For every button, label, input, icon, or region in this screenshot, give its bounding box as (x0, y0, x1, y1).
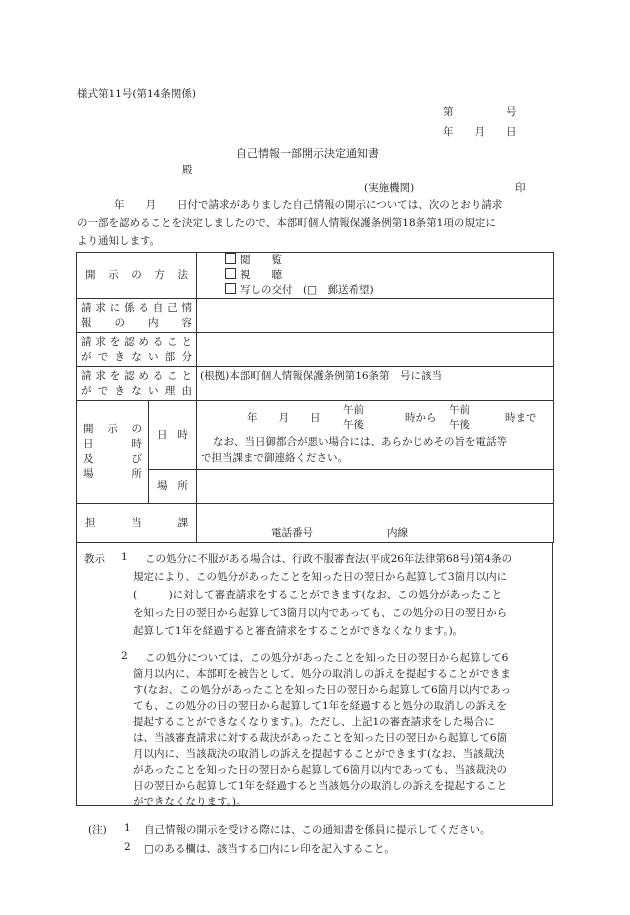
instruction-2-line: ができなくなります。)。 (133, 796, 247, 808)
document-number: 第 号 (443, 106, 517, 118)
note-number-1: 1 (124, 822, 131, 834)
place-label-cell: 場所 (149, 470, 197, 504)
time-from: 時から (405, 412, 437, 424)
start-am: 午前 (343, 404, 364, 416)
instruction-1-line: この処分に不服がある場合は、行政不服審査法(平成26年法律第68号)第4条の (145, 553, 513, 565)
note-line-1: 自己情報の開示を受ける際には、この通知書を係員に提示してください。 (144, 824, 491, 836)
info-content-row (77, 299, 554, 333)
instruction-1-line: 起算して1年を経過すると審査請求をすることができなくなります。)。 (133, 625, 464, 637)
checkbox-icon (225, 253, 236, 264)
extension-label: 内線 (387, 527, 408, 539)
reason-value: (根拠)本部町個人情報保護条例第16条第 号に該当 (197, 367, 554, 401)
method-option-copy[interactable]: 写しの交付 (□ 郵送希望) (225, 283, 550, 298)
datetime-note-1: なお、当日御都合が悪い場合には、あらかじめその旨を電話等 (213, 436, 507, 448)
instruction-2-line: す(なお、この処分があったことを知った日の翌日から起算して6箇月以内であっ (133, 684, 512, 696)
instruction-1-line: ( )に対して審査請求をすることができます(なお、この処分があったこと (133, 589, 503, 601)
intro-line-3: より通知します。 (77, 235, 161, 247)
agency-label: (実施機関) (364, 182, 415, 194)
datetime-row (77, 401, 554, 470)
checkbox-icon (225, 268, 236, 279)
instruction-2-line: 箇月以内に、本部町を被告として、処分の取消しの訴えを提起することができま (133, 668, 511, 680)
partial-label-cell: 請求を認めること ができない部分 (77, 333, 197, 367)
instruction-2-line: ても、この処分の日の翌日から起算して1年を経過すると処分の取消しの訴えを (133, 700, 508, 712)
document-title: 自己情報一部開示決定通知書 (236, 147, 379, 160)
instruction-2-line: 月以内に、当該裁決の取消しの訴えを提起することができます(なお、当該裁決 (133, 748, 505, 760)
datetime-value-cell (197, 401, 554, 470)
decision-table (76, 252, 554, 543)
place-value[interactable] (197, 470, 554, 504)
reason-row (77, 367, 554, 401)
instruction-1-line: を知った日の翌日から起算して3箇月以内であっても、この処分の日の翌日から (133, 607, 508, 619)
method-label: 開示の方法 (85, 269, 188, 281)
instruction-2-line: は、当該審査請求に対する裁決があったことを知った日の翌日から起算して6箇 (133, 732, 508, 744)
dept-label-cell: 担当課 (77, 504, 197, 543)
instruction-2-line: 提起することができなくなります。)。ただし、上記1の審査請求をした場合に (133, 716, 495, 728)
notes-label: (注) (88, 824, 107, 836)
method-row (77, 253, 554, 299)
reason-label-cell: 請求を認めること ができない理由 (77, 367, 197, 401)
phone-label: 電話番号 (271, 527, 313, 539)
instruction-2-line: 日の翌日から起算して1年を経過すると当該処分の取消しの訴えを提起すること (133, 780, 508, 792)
when-where-label-cell: 開示の 日時 及び 場所 (77, 401, 149, 504)
instruction-2-line: この処分については、この処分があったことを知った日の翌日から起算して6 (145, 652, 509, 664)
checkbox-icon (225, 283, 236, 294)
method-option-view[interactable]: 閲 覧 (225, 253, 550, 268)
time-until: 時まで (505, 412, 537, 424)
place-row (77, 470, 554, 504)
method-options-cell (197, 253, 554, 299)
note-number-2: 2 (124, 841, 131, 853)
seal-mark: 印 (515, 182, 526, 194)
addressee: 殿 (182, 164, 193, 176)
end-pm: 午後 (449, 419, 470, 431)
instruction-number-2: 2 (121, 650, 128, 662)
note-line-2: □のある欄は、該当する□内にレ印を記入すること。 (144, 843, 395, 855)
document-date: 年 月 日 (443, 126, 517, 138)
end-am: 午前 (449, 404, 470, 416)
dept-value-cell (197, 504, 554, 543)
instruction-2-line: があったことを知った日の翌日から起算して6箇月以内であっても、当該裁決の (133, 764, 507, 776)
info-label-cell: 請求に係る自己情 報の内容 (77, 299, 197, 333)
instruction-box (76, 542, 553, 806)
datetime-ymd: 年 月 日 (247, 412, 321, 424)
instruction-label: 教示 (84, 553, 105, 565)
start-pm: 午後 (343, 419, 364, 431)
intro-line-1: 年 月 日付で請求がありました自己情報の開示については、次のとおり請求 (114, 199, 503, 211)
datetime-note-2: で担当課まで御連絡ください。 (201, 452, 348, 464)
info-content-value[interactable] (197, 299, 554, 333)
method-option-listen[interactable]: 視 聴 (225, 268, 550, 283)
instruction-number-1: 1 (121, 551, 128, 563)
instruction-1-line: 規定により、この処分があったことを知った日の翌日から起算して3箇月以内に (133, 571, 508, 583)
intro-line-2: の一部を認めることを決定しましたので、本部町個人情報保護条例第18条第1項の規定に (77, 217, 496, 229)
method-label-cell (77, 253, 197, 299)
form-number: 様式第11号(第14条関係) (77, 88, 196, 100)
datetime-label-cell: 日時 (149, 401, 197, 470)
dept-row (77, 504, 554, 543)
partial-value[interactable] (197, 333, 554, 367)
partial-row (77, 333, 554, 367)
